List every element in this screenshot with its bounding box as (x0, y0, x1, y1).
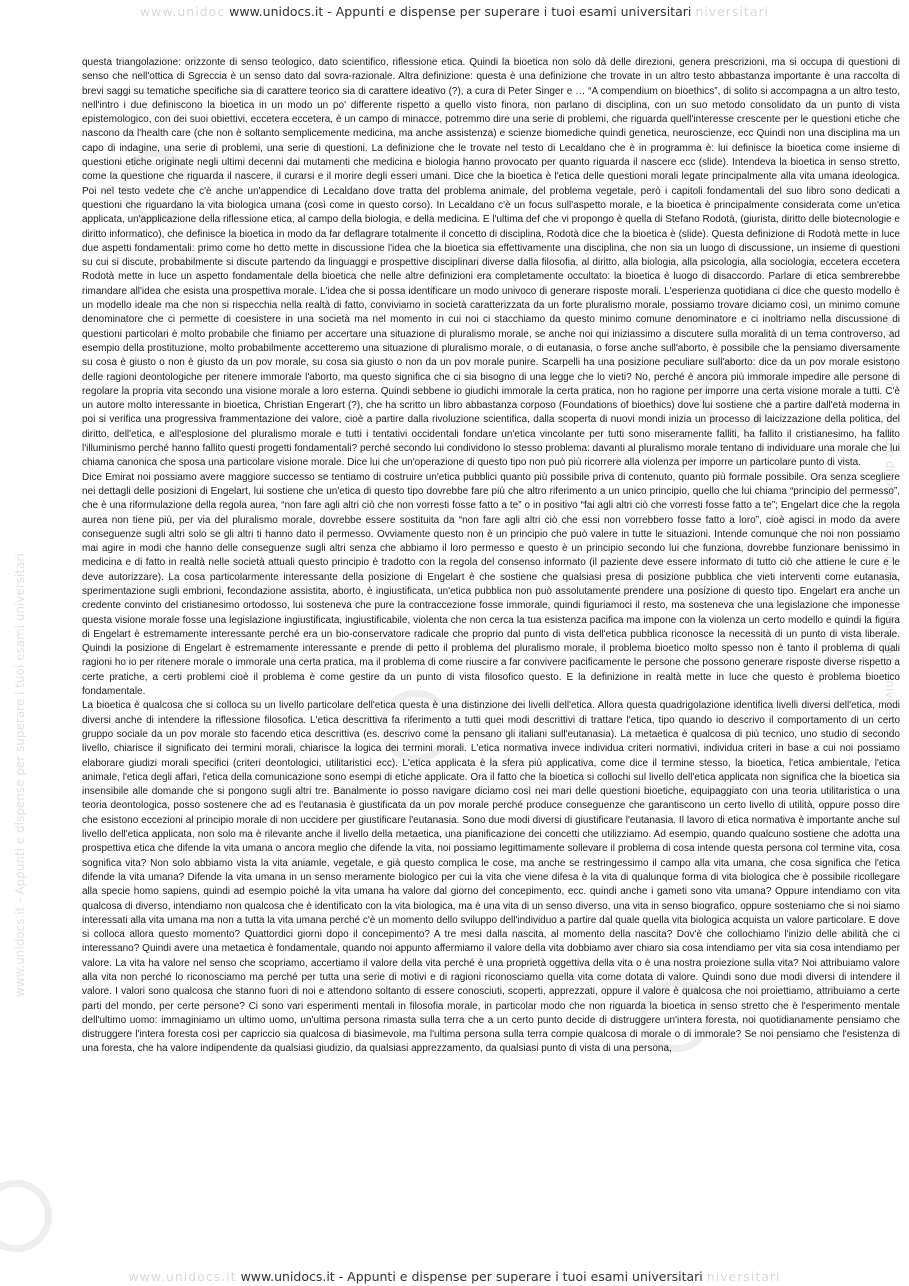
document-body (82, 56, 900, 1262)
watermark-logo-icon (0, 1180, 52, 1252)
page-header-watermark[interactable] (0, 4, 909, 19)
page-footer-watermark[interactable] (0, 1269, 909, 1284)
footer-ghost-right: niversitari (706, 1269, 781, 1284)
footer-ghost-left: www.unidocs.it (128, 1269, 237, 1284)
footer-site-link[interactable]: www.unidocs.it - Appunti e dispense per superare i tuoi esami universitari (240, 1269, 703, 1284)
header-ghost-right: niversitari (695, 4, 770, 19)
left-side-watermark: www.unidocs.it - Appunti e dispense per superare i tuoi esami universitari (13, 553, 27, 997)
header-site-link[interactable]: www.unidocs.it - Appunti e dispense per superare i tuoi esami universitari (229, 4, 692, 19)
paragraph: Dice Emirat noi possiamo avere maggiore successo se tentiamo di costruire un'etica pubblici quanto più possibile priva di contenuto, quanto più formale possibile. Ora senza scegliere nei dettagli delle posizioni di Engelart, lui sostiene che un'etica di questo tipo dovrebbe fare più che altro riferimento a un unico principio, quello che lui chiama “principio del permesso”, che è una riformulazione della regola aurea, “non fare agli altri ciò che non vorresti fosse fatto a te” o in positivo “fai agli altri ciò che vorresti fosse fatto a te”; Engelart dice che la regola aurea non tiene più, per via del pluralismo morale, dovrebbe essere sostituita da “non fare agli altri ciò che essi non vorrebbero fosse fatto a loro”, cioè agisci in modo da avere conseguenze sugli altri solo se gli altri ti hanno dato il permesso. Ovviamente questo non è un principio che può valere in tutte le situazioni. Intende comunque che noi non possiamo mai agire in modi che hanno delle conseguenze sugli altri senza che abbiamo il loro permesso e questo è un principio secondo lui che funziona, dovrebbe funzionare benissimo in medicina e di fatto in realtà nelle società attuali questo principio è tradotto con la regola del consenso informato (il paziente deve essere informato di tutto ciò che attiene le cure e le deve autorizzare). La cosa particolarmente interessante della posizione di Engelart è che sostiene che qualsiasi presa di posizione pubblica che vieti interventi come eutanasia, sperimentazione sugli embrioni, fecondazione assistita, aborto, è ingiustificata, un'etica pubblica non può assolutamente prendere una posizione di questo tipo. Engelart era anche un credente convinto del cristianesimo ortodosso, lui sosteneva che pure la contraccezione fosse immorale, quindi figuriamoci il resto, ma sosteneva che una legislazione che imponesse questa visione morale fosse una legislazione ingiustificata, ingiustificabile, violenta che non cerca la tua esistenza pacifica ma impone con la violenza un certo modello e quindi la figura di Engelart è estremamente interessante perché era un bio-conservatore radicale che proprio dal punto di vista dell'etica pubblica riconosce la necessità di un punto di vista liberale. Quindi la posizione di Engelart è estremamente interessante e prende di petto il problema del pluralismo morale, il problema bioetico molto spesso non è tanto il problema di quali ragioni ho io per ritenere morale o immorale una certa pratica, ma il problema di come riuscire a far convivere pacificamente le persone che possono generare risposte diverse rispetto a certe pratiche, a certi problemi cioè il problema è come gestire da un punto di vista filosofico questo. E la definizione in realtà mette in luce che questo è problema bioetico fondamentale. (82, 471, 900, 698)
header-ghost-left: www.unidoc (139, 4, 226, 19)
paragraph: La bioetica è qualcosa che si colloca su un livello particolare dell'etica questa è una distinzione dei livelli dell'etica. Allora questa quadrigolazione identifica livelli diversi dell'etica, modi diversi anche di intendere la riflessione filosofica. L'etica descrittiva fa riferimento a tutti quei modi descrittivi di trattare l'etica, tipo quando io descrivo il comportamento di un certo gruppo sociale da un pov morale sto facendo etica descrittiva (es. descrivo come la pensano gli italiani sull'eutanasia). La metaetica è qualcosa di più tecnico, uno studio di secondo livello, chiarisce il significato dei termini morali, chiarisce la logica dei termini morali. L'etica normativa invece individua criteri normativi, individua criteri in base a cui noi possiamo elaborare giudizi morali specifici (criteri deontologici, utilitaristici ecc). L'etica applicata è la sfera più applicativa, come dice il termine stesso, la bioetica, l'etica ambientale, l'etica animale, l'etica degli affari, l'etica della comunicazione sono esempi di etiche applicate. Ora il fatto che la bioetica si collochi sul livello dell'etica applicata non significa che la bioetica sia insensibile alle domande che si pongono sugli altri tre. Banalmente io posso navigare diciamo così nei mari delle questioni bioetiche, equipaggiato con una teoria utilitaristica o una teoria deontologica, posso sostenere che ad es l'eutanasia è giustificata da un pov morale perché produce conseguenze che garantiscono un certo livello di utilità, oppure posso dire che esistono eccezioni al principio morale di non uccidere per giustificare l'eutanasia. Sono due modi diversi di giustificare l'eutanasia. Il lavoro di etica normativa è importante anche sul livello dell'etica applicata, non solo ma è rilevante anche il livello della metaetica, una pianificazione dei concetti che utilizziamo. Ad esempio, quando qualcuno sostiene che adotta una prospettiva etica che difende la vita umana o ancora meglio che difende la vita, noi possiamo legittimamente sollevare il problema di cosa intende questa persona col termine vita, cosa sognifica vita? Non solo abbiamo vista la vita aniamle, vegetale, e già questo complica le cose, ma anche se restringessimo il campo alla vita umana, che cosa significa che l'etica difende la vita umana? Difende la vita umana in un senso meramente biologico per cui la vita che viene difesa è la vita di qualunque forma di vita biologica che è possibile ricollegare alla specie homo sapiens, quindi ad esempio poiché la vita umana ha valore dal giorno del concepimento, ecc. quindi anche i gameti sono vita umana? Oppure intendiamo con vita qualcosa di diverso, intendiamo non qualcosa che è identificato con la vita biologica, ma è una vita di un senso diverso, una vita in senso biografico, oppure sosteniamo che si noi siamo interessati alla vita umana ma non a tutta la vita umana perché c'è un momento dello sviluppo dell'individuo a partire dal quale quella vita biologica acquista un valore particolare. E dove si colloca allora questo momento? Quattordici giorni dopo il concepimento? A tre mesi dalla nascita, al momento della nascita? Dov'è che collochiamo l'inizio delle abilità che ci interessano? Quindi avere una metaetica è fondamentale, quando noi appunto affermiamo il valore della vita dobbiamo aver chiaro sia cosa intendiamo per vita sia cosa intendiamo per valore. La vita ha valore nel senso che scopriamo, accertiamo il valore della vita perché è una proprietà oggettiva della vita o è una nostra proiezione sulla vita? Noi attribuiamo valore alla vita non perché lo riconosciamo ma perché per tutta una serie di motivi e di ragioni riconosciamo quella vita come dotata di valore. Quindi sono due modi diversi di intendere il valore. I valori sono qualcosa che stanno fuori di noi e attendono soltanto di essere conosciuti, scoperti, apprezzati, oppure il valore è qualcosa che noi proiettiamo, attribuiamo a certe parti del mondo, per certe persone? Ci sono vari esperimenti mentali in filosofia morale, in particolar modo che non riguarda la bioetica in senso stretto che è l'esperimento mentale dell'ultimo uomo: immaginiamo un ultimo uomo, un'ultima persona rimasta sulla terra che a un certo punto decide di distruggere un'intera foresta, noi quotidianamente pensiamo che distruggere l'intera foresta così per capriccio sia qualcosa di biasimevole, ma l'ultima persona sulla terra compie qualcosa di morale o di immorale? Se noi pensiamo che l'esistenza di una foresta, che ha valore indipendente da qualsiasi giudizio, da qualsiasi apprezzamento, da qualsiasi punto di vista di una persona, (82, 700, 900, 1055)
right-side-watermark: www.unidocs.it - Appunti e dispense per superare i tuoi esami universitari (883, 297, 897, 741)
paragraph: questa triangolazione: orizzonte di senso teologico, dato scientifico, riflessione etica. Quindi la bioetica non solo dà delle direzioni, genera prescrizioni, ma si occupa di questioni di senso che nell'ottica di Sgreccia è un senso dato dal sovra-razionale. Altra definizione: questa è una definizione che trovate in un altro testo abbastanza importante è una raccolta di brevi saggi su tematiche specifiche sia di carattere teorico sia di carattere ideativo (?), a cura di Peter Singer e … “A compendium on bioethics”, di solito si accompagna a un altro testo, nell'intro i due definiscono la bioetica in un modo un po' differente rispetto a quello visto finora, non parlano di disciplina, con un suo metodo consolidato da un punto di vista epistemologico, con dei suoi obiettivi, eccetera eccetera, è un campo di minacce, potremmo dire una serie di problemi, che riguarda quell'interesse crescente per le questioni etiche che nascono da l'health care (che non è soltanto semplicemente medicina, ma anche assistenza) e scienze biomediche quindi genetica, neuroscienze, ecc Quindi non una disciplina ma un capo di indagine, una serie di problemi, una serie di questioni. La definizione che le trovate nel testo di Lecaldano che è in programma è: lui definisce la bioetica come insieme di questioni etiche originate negli ultimi decenni dai mutamenti che medicina e biologia hanno provocato per quanto riguarda il nascere ecc (slide). Intendeva la bioetica in senso stretto, come la questione che riguarda il nascere, il curarsi e il morire degli esseri umani. Dice che la bioetica è l'etica delle questioni morali legate principalmente alla vita umana ideologica. Poi nel testo vedete che c'è anche un'appendice di Lecaldano dove tratta del problema animale, del problema vegetale, però i capitoli fondamentali del suo libro sono dedicati a questioni che riguardano la vita biologica umana (così come in questo corso). In Lecaldano c'è un focus sull'aspetto morale, e la bioetica è principalmente considerata come un'etica applicata, un'applicazione della riflessione etica, al campo della biologia, e della medicina. E l'ultima def che vi propongo è quella di Stefano Rodotà, (giurista, diritto delle biotecnologie e diritto informatico), che definisce la bioetica in modo da far deflagrare totalmente il concetto di disciplina, Rodotà dice che la bioetica è (slide). Questa definizione di Rodotà mette in luce due aspetti fondamentali: primo come ho detto mette in discussione l'idea che la bioetica sia effettivamente una disciplina, che non sia un luogo di discussione, un insieme di questioni su cui si discute, probabilmente si discute partendo da linguaggi e prospettive disciplinari diverse dalla filosofia, al diritto, alla biologia, alla psicologia, alla sociologia, eccetera eccetera Rodotà mette in luce un aspetto fondamentale della bioetica che nelle altre definizioni era completamente occultato: la bioetica è luogo di disaccordo. Parlare di etica sembrerebbe rimandare all'idea che esista una prospettiva morale. L'idea che si possa identificare un modo univoco di generare risposte morali. L'esperienza quotidiana ci dice che questo modello è un modello ideale ma che non si rispecchia nella realtà di fatto, conviviamo in società caratterizzata da un forte pluralismo morale, possiamo trovare diciamo così, un minimo comune denominatore che ci permette di coesistere in una società ma nel momento in cui noi ci stacchiamo da questo minimo comune denominatore e ci inoltriamo nella discussione di questioni particolari è molto probabile che finiamo per accertare una situazione di pluralismo morale, se anche noi qui iniziassimo a discutere sulla moralità di un tema controverso, ad esempio della prostituzione, molto probabilmente accetteremo una situazione di pluralismo morale, o di eutanasia, o forse anche sull'aborto, è possibile che la pensiamo diversamente su cosa è giusto o non è giusto da un pov morale, su cosa sia giusto o non da un pov morale punire. Scarpelli ha una posizione peculiare sull'aborto: dice da un pov morale esistono delle ragioni deontologiche per ritenere immorale l'aborto, ma questo significa che ci sia bisogno di una legge che lo vieti? No, perché è ancora più immorale impedire alle persone di regolare la propria vita secondo una visione morale a loro esterna. Quindi sebbene io giudichi immorale la certa pratica, non ho ragione per imporre una certa visione morale a tutti. C'è un autore molto interessante in bioetica, Christian Engerart (?), che ha scritto un libro abbastanza corposo (Foundations of bioethics) dove lui sostiene che a partire dall'età moderna in poi si verifica una progressiva frammentazione dei valore, cioè a partire dalla rivoluzione scientifica, dalla scoperta di nuovi mondi inizia un processo di laicizzazione della politica, del diritto, dell'etica, e all'esplosione del pluralismo morale e tutti i tentativi occidentali fondare un'etica vincolante per tutti sono miseramente falliti, ha fallito il cristianesimo, ha fallito l'illuminismo perché hanno fallito questi progetti fondamentali? perché secondo lui condividono lo stesso problema: davanti al pluralismo morale tentano di individuare una morale che lui chiama canonica che sposa una particolare visione morale. Dice lui che un'operazione di questo tipo non può più ricorrere alla violenza per imporre un particolare punto di vista. (82, 57, 900, 469)
